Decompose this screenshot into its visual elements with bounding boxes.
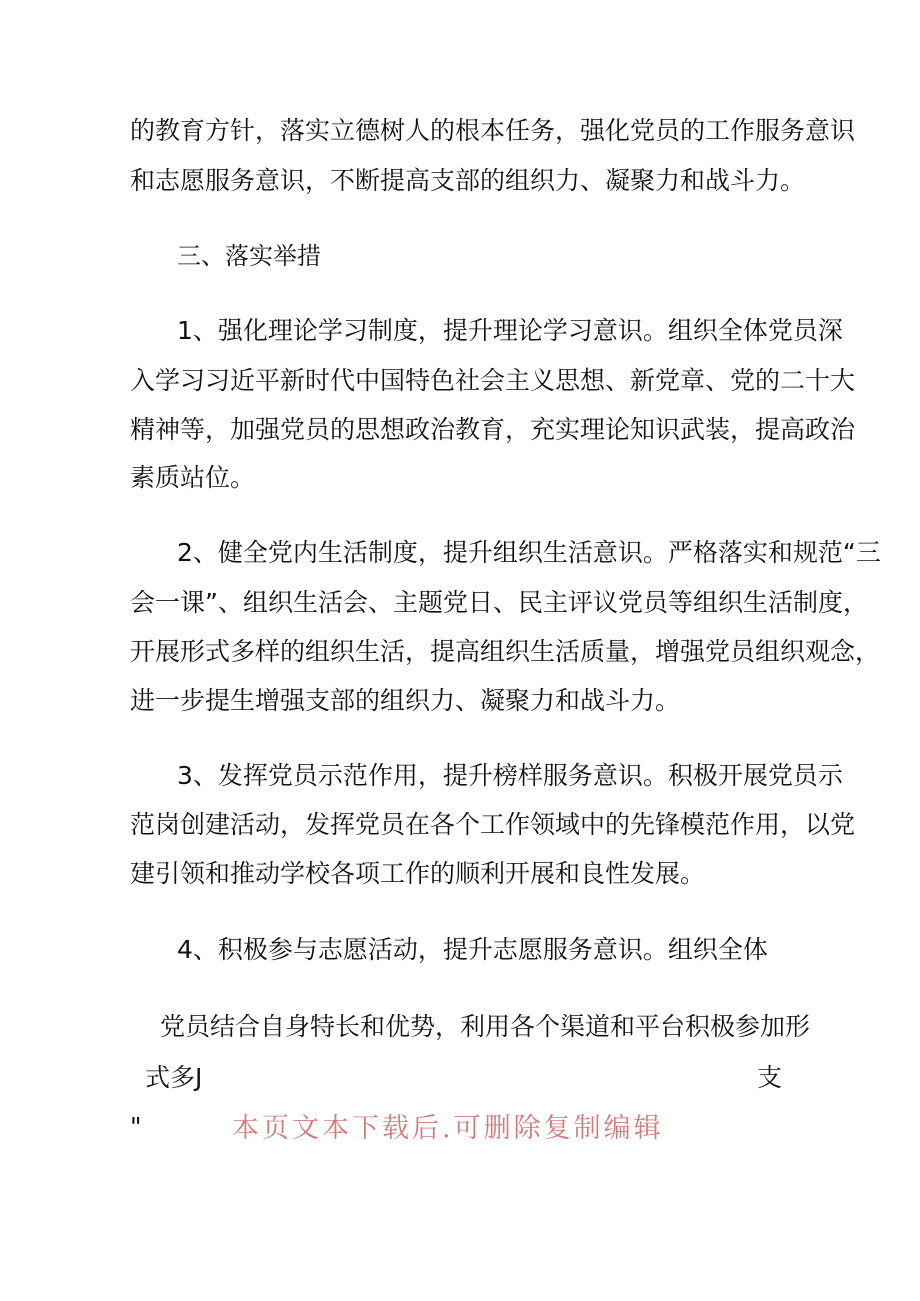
item4-quote-mark: "	[130, 1112, 142, 1141]
item2-line-4: 进一步提生增强支部的组织力、凝聚力和战斗力。	[130, 686, 681, 715]
item1-line-4: 素质站位。	[130, 463, 256, 492]
item4-line-3: 式多J	[145, 1063, 203, 1092]
item2-line-1: 2、健全党内生活制度，提升组织生活意识。严格落实和规范“三	[177, 538, 881, 567]
item1-line-3: 精神等，加强党员的思想政治教育，充实理论知识武装，提高政治	[130, 415, 856, 444]
item2-line-3: 开展形式多样的组织生活，提高组织生活质量，增强党员组织观念，	[130, 637, 881, 666]
item1-line-2: 入学习习近平新时代中国特色社会主义思想、新党章、党的二十大	[130, 366, 856, 395]
intro-line-1: 的教育方针，落实立德树人的根本任务，强化党员的工作服务意识	[130, 116, 856, 145]
item2-line-2: 会一课”、组织生活会、主题党日、民主评议党员等组织生活制度，	[130, 588, 868, 617]
section-heading: 三、落实举措	[177, 242, 321, 270]
item4-line-2: 党员结合自身特长和优势，利用各个渠道和平台积极参加形	[160, 1012, 811, 1041]
intro-line-2: 和志愿服务意识，不断提高支部的组织力、凝聚力和战斗力。	[130, 166, 806, 195]
item3-line-1: 3、发挥党员示范作用，提升榜样服务意识。积极开展党员示	[177, 761, 843, 790]
item4-fragment: 支	[757, 1063, 783, 1092]
watermark-text: 本页文本下载后.可删除复制编辑	[232, 1113, 664, 1144]
item1-line-1: 1、强化理论学习制度，提升理论学习意识。组织全体党员深	[177, 316, 843, 345]
item3-line-3: 建引领和推动学校各项工作的顺利开展和良性发展。	[130, 859, 706, 888]
item3-line-2: 范岗创建活动，发挥党员在各个工作领域中的先锋模范作用，以党	[130, 810, 856, 839]
item4-line-1: 4、积极参与志愿活动，提升志愿服务意识。组织全体	[177, 935, 768, 964]
